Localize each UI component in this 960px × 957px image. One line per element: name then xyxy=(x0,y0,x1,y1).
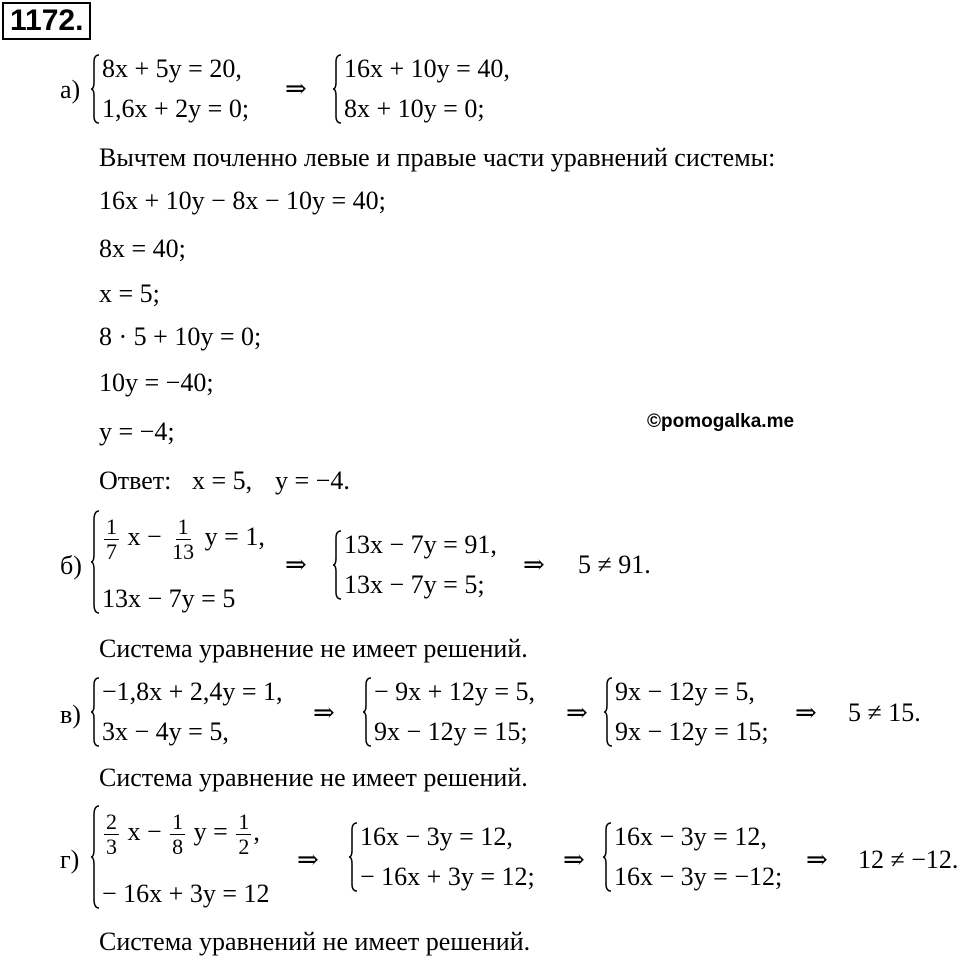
step: y = −4; xyxy=(99,417,175,446)
implies-arrow: ⇒ xyxy=(563,845,585,874)
part-b-system-2 xyxy=(332,530,497,600)
equation: 8x + 5y = 20, xyxy=(102,54,242,83)
part-c-system-3 xyxy=(603,677,769,747)
equation: 1,6x + 2y = 0; xyxy=(102,94,250,123)
answer-x: x = 5, xyxy=(192,466,253,495)
step: 10y = −40; xyxy=(99,368,214,397)
part-b-result: 5 ≠ 91. xyxy=(578,550,651,579)
equation-part: x − xyxy=(127,817,162,846)
implies-arrow: ⇒ xyxy=(285,550,307,579)
answer-y: y = −4. xyxy=(275,466,350,495)
part-c-label: в) xyxy=(60,700,81,729)
fraction-denominator: 3 xyxy=(106,833,117,859)
step: 8x = 40; xyxy=(99,234,186,263)
implies-arrow: ⇒ xyxy=(523,550,545,579)
equation: − 9x + 12y = 5, xyxy=(374,677,535,706)
brace-icon xyxy=(348,822,360,892)
part-c-system-2 xyxy=(362,677,535,747)
part-d-system-2 xyxy=(348,822,535,892)
implies-arrow: ⇒ xyxy=(806,845,828,874)
fraction-numerator: 1 xyxy=(238,808,250,834)
part-d-conclusion: Система уравнений не имеет решений. xyxy=(99,927,531,956)
part-b-label: б) xyxy=(60,551,82,580)
brace-icon xyxy=(332,530,344,600)
watermark: ©pomogalka.me xyxy=(647,411,795,432)
part-a-system-1 xyxy=(90,54,249,124)
part-a-explanation: Вычтем почленно левые и правые части уравнений системы: xyxy=(99,143,776,172)
equation: 16x − 3y = −12; xyxy=(614,862,783,891)
brace-icon xyxy=(90,510,102,614)
part-b-system-1 xyxy=(90,510,265,614)
brace-icon xyxy=(332,54,344,124)
part-d-result: 12 ≠ −12. xyxy=(858,845,959,874)
brace-icon xyxy=(90,677,102,747)
answer-label: Ответ: xyxy=(99,466,172,495)
equation: 16x − 3y = 12, xyxy=(360,822,513,851)
part-a-system-2 xyxy=(332,54,510,124)
fraction-denominator: 13 xyxy=(172,538,195,564)
implies-arrow: ⇒ xyxy=(795,698,817,727)
part-c-conclusion: Система уравнение не имеет решений. xyxy=(99,763,528,792)
equation: 13x − 7y = 5 xyxy=(102,584,236,613)
part-d-system-3 xyxy=(602,822,782,892)
equation: 13x − 7y = 91, xyxy=(344,530,497,559)
equation-part: y = 1, xyxy=(204,522,265,551)
equation-part: x − xyxy=(127,522,162,551)
implies-arrow: ⇒ xyxy=(566,698,588,727)
part-c-system-1 xyxy=(90,677,283,747)
equation xyxy=(102,510,265,564)
equation: − 16x + 3y = 12 xyxy=(102,879,270,908)
equation-part: y = xyxy=(193,817,228,846)
equation: 16x − 3y = 12, xyxy=(614,822,767,851)
equation: 3x − 4y = 5, xyxy=(102,717,229,746)
implies-arrow: ⇒ xyxy=(285,74,307,103)
brace-icon xyxy=(603,677,615,747)
part-b-conclusion: Система уравнение не имеет решений. xyxy=(99,634,528,663)
equation: − 16x + 3y = 12; xyxy=(360,862,535,891)
brace-icon xyxy=(602,822,614,892)
brace-icon xyxy=(90,54,102,124)
equation: 9x − 12y = 15; xyxy=(374,717,528,746)
equation: 16x + 10y = 40, xyxy=(344,54,510,83)
equation: −1,8x + 2,4y = 1, xyxy=(102,677,283,706)
fraction-numerator: 1 xyxy=(106,513,117,539)
implies-arrow: ⇒ xyxy=(297,845,319,874)
fraction-numerator: 2 xyxy=(106,808,117,834)
fraction-numerator: 1 xyxy=(177,513,189,539)
equation-part: , xyxy=(253,817,260,846)
step: 16x + 10y − 8x − 10y = 40; xyxy=(99,186,386,215)
implies-arrow: ⇒ xyxy=(313,698,335,727)
equation: 13x − 7y = 5; xyxy=(344,570,485,599)
equation: 8x + 10y = 0; xyxy=(344,94,485,123)
brace-icon xyxy=(362,677,374,747)
step: x = 5; xyxy=(99,279,160,308)
fraction-denominator: 7 xyxy=(106,538,117,564)
equation: 9x − 12y = 5, xyxy=(615,677,755,706)
step: 8 · 5 + 10y = 0; xyxy=(99,322,262,351)
part-d-label: г) xyxy=(60,845,80,874)
brace-icon xyxy=(90,805,102,909)
fraction-denominator: 8 xyxy=(172,833,184,859)
part-a-label: а) xyxy=(60,75,81,104)
equation xyxy=(102,805,270,859)
fraction-numerator: 1 xyxy=(172,808,184,834)
problem-number: 1172. xyxy=(2,2,91,40)
fraction-denominator: 2 xyxy=(238,833,250,859)
equation: 9x − 12y = 15; xyxy=(615,717,769,746)
part-d-system-1 xyxy=(90,805,270,909)
part-c-result: 5 ≠ 15. xyxy=(848,698,921,727)
